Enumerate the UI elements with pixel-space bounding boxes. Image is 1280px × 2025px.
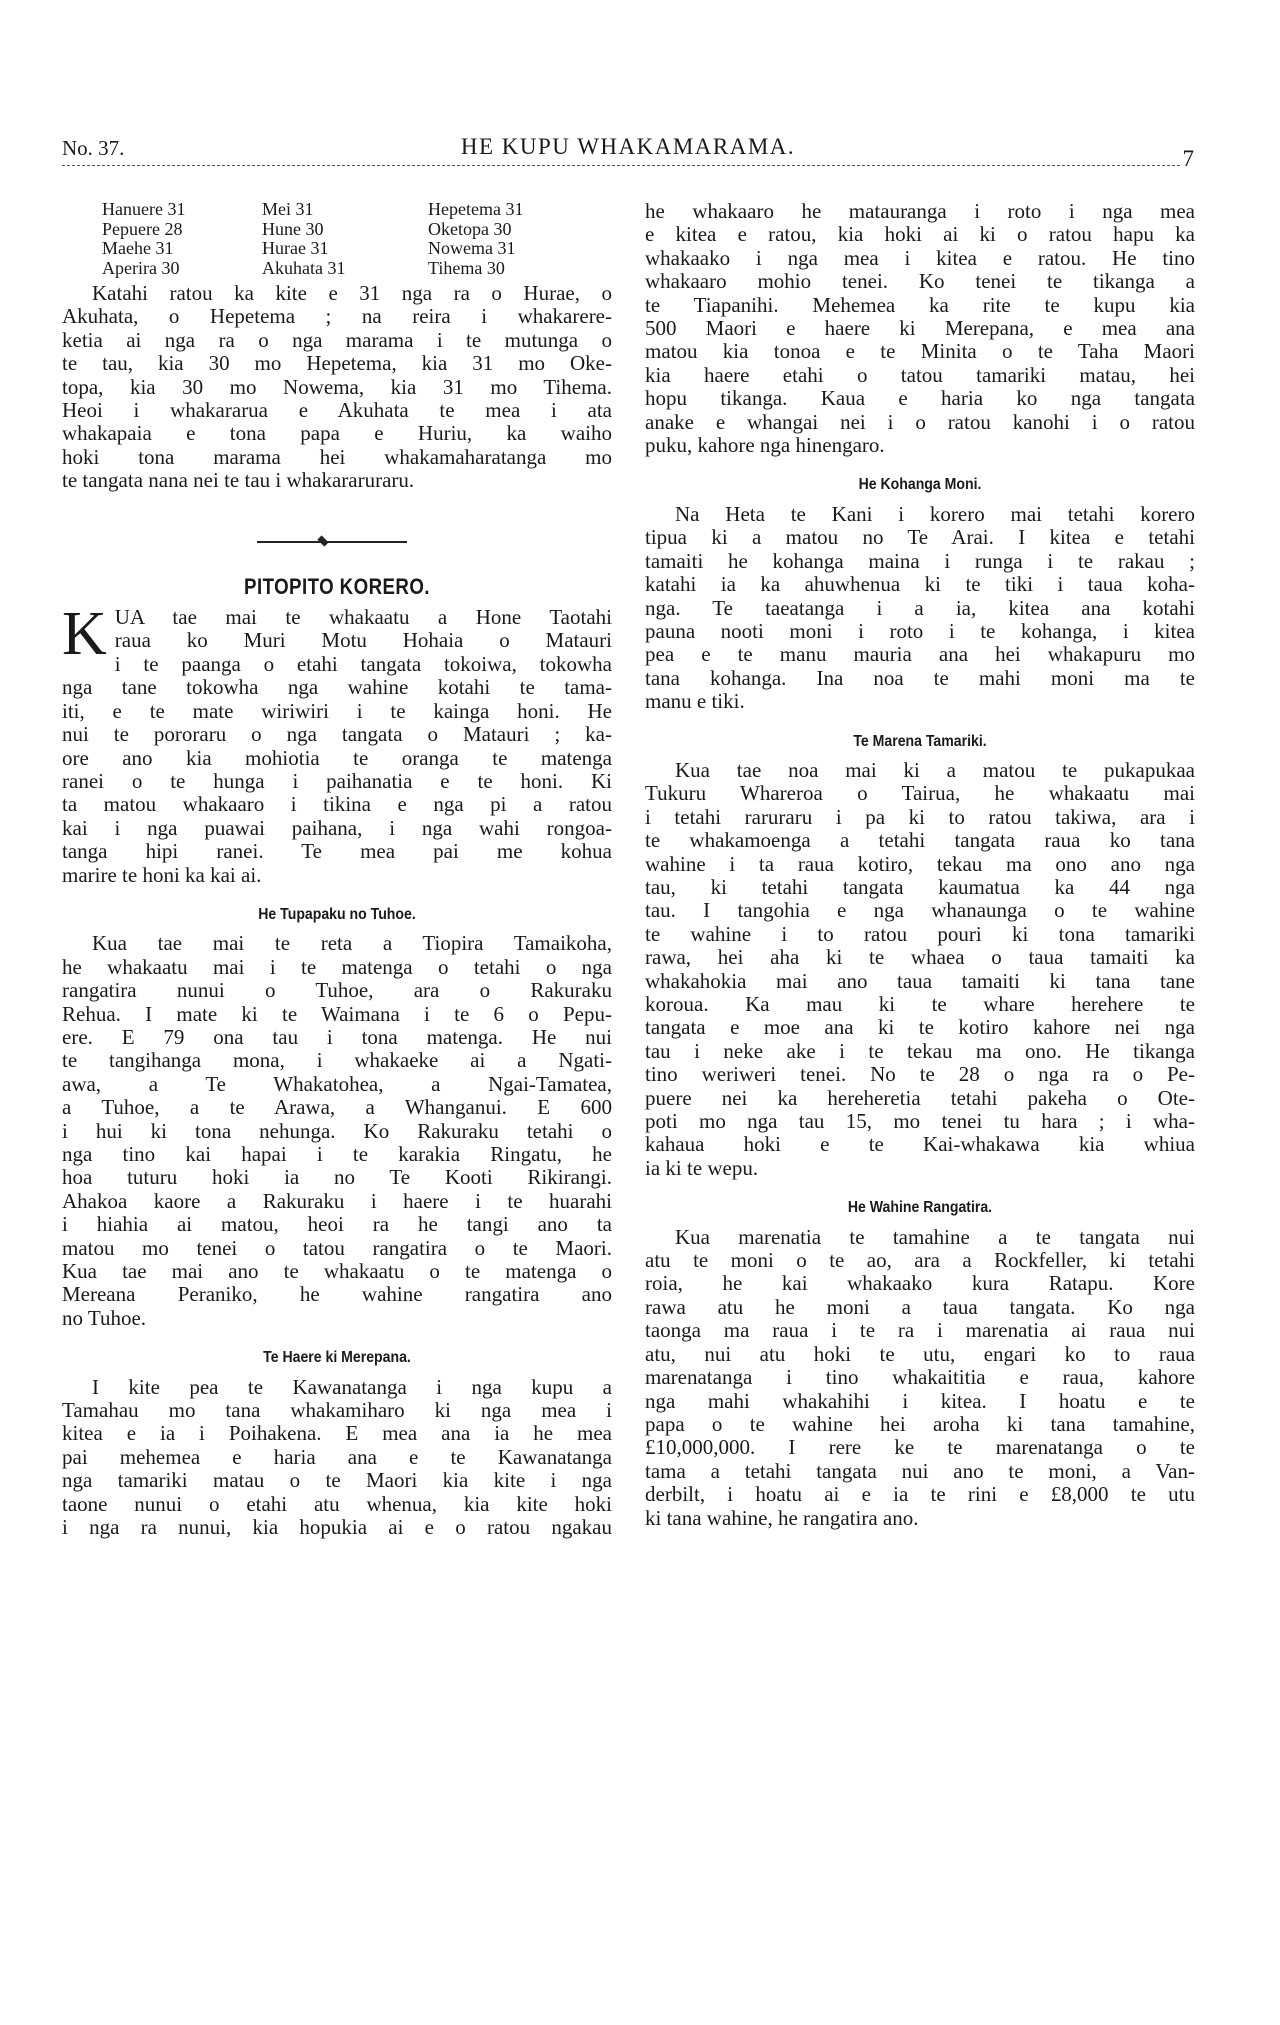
text-line: nga tino kai hapai i te karakia Ringatu, he [62, 1142, 612, 1166]
text-line: ranei o te hunga i paihanatia e te honi. Ki [62, 768, 612, 793]
right-column [645, 200, 1195, 1530]
month-days-cell: Hurae 31 [262, 238, 329, 258]
text-line: Tamahau mo tana whakamiharo ki nga mea i [62, 1398, 612, 1423]
text-line: whakaako i nga mea i kitea e ratou. He tino [645, 245, 1195, 270]
text-line: ore ano kia mohiotia te oranga te matenga [62, 745, 612, 770]
text-line: ia ki te wepu. [645, 1155, 759, 1180]
text-line: e kitea e ratou, kia hoki ai ki o ratou hapu ka [645, 222, 1195, 247]
left-column [62, 200, 612, 1540]
text-line: kia haere etahi o tatou tamariki matau, hei [645, 362, 1195, 387]
text-line: kai i nga puawai paihana, i nga wahi rongoa- [62, 815, 612, 840]
text-line: 500 Maori e haere ki Merepana, e mea ana [645, 316, 1195, 341]
text-line: wahine i ta raua kotiro, tekau ma ono ano nga [645, 851, 1195, 876]
text-line: rawa atu he moni a taua tangata. Ko nga [645, 1294, 1195, 1319]
divider-diamond-icon [317, 535, 328, 546]
text-line: Rehua. I mate ki te Waimana i te 6 o Pepu- [62, 1001, 612, 1026]
text-line: Akuhata, o Hepetema ; na reira i whakarere- [62, 304, 612, 329]
text-line: koroua. Ka mau ki te whare herehere te [645, 992, 1195, 1016]
text-line: tana kohanga. Ina noa te mahi moni ma te [645, 665, 1195, 690]
heading-marena: Te Marena Tamariki. [853, 732, 987, 750]
text-line: kahaua hoki e te Kai-whakawa kia whiua [645, 1132, 1195, 1157]
month-days-cell: Oketopa 30 [428, 218, 512, 239]
text-line: £10,000,000. I rere ke te marenatanga o te [645, 1435, 1195, 1460]
text-line: Katahi ratou ka kite e 31 nga ra o Hurae, o [92, 281, 612, 305]
text-line: marenatanga i tino whakaititia e raua, kahore [645, 1365, 1195, 1390]
text-line: Kua tae noa mai ki a matou te pukapukaa [675, 757, 1195, 782]
text-line: raua ko Muri Motu Hohaia o Matauri [114, 628, 612, 653]
text-line: rawa, hei aha ki te whaea o taua tamaiti ka [645, 945, 1195, 970]
text-line: Kua tae mai ano te whakaatu o te matenga o [62, 1259, 612, 1284]
text-line: whakaaro mohio tenei. Ko tenei te tikanga a [645, 269, 1195, 294]
text-line: puku, kahore nga hinengaro. [645, 433, 885, 458]
text-line: ta matou whakaaro i tikina e nga pi a ratou [62, 792, 612, 817]
heading-kohanga: He Kohanga Moni. [858, 476, 982, 494]
text-line: katahi ia ka ahuwhenua ki te tiki i taua koha- [645, 572, 1195, 597]
text-line: matou kia tonoa e te Minita o te Taha Maori [645, 339, 1195, 364]
text-line: tangata e moe ana ki te kotiro kahore nei nga [645, 1015, 1195, 1040]
text-line: atu, nui atu hoki te utu, engari ko to raua [645, 1341, 1195, 1366]
text-line: atu te moni o te ao, ara a Rockfeller, ki tetahi [645, 1248, 1195, 1273]
text-line: taonga ma raua i te ra i marenatia ai raua nui [645, 1318, 1195, 1343]
text-line: i te paanga o etahi tangata tokoiwa, tokowha [114, 651, 612, 676]
heading-wahine: He Wahine Rangatira. [847, 1199, 993, 1217]
month-days-cell: Nowema 31 [428, 238, 516, 258]
text-line: he whakaatu mai i te matenga o tetahi o nga [62, 954, 612, 979]
month-days-cell: Hanuere 31 [102, 199, 186, 219]
article-continuation [645, 200, 1195, 457]
article-kohanga [645, 503, 1195, 714]
article-tupapaku [62, 932, 612, 1330]
text-line: I kite pea te Kawanatanga i nga kupu a [92, 1374, 612, 1399]
heading-tupapaku: He Tupapaku no Tuhoe. [258, 905, 416, 923]
text-line: nga tamariki matau o te Maori kia kite i nga [62, 1468, 612, 1493]
section-title: PITOPITO KORERO. [244, 573, 430, 599]
article-wahine [645, 1226, 1195, 1530]
text-line: ki tana wahine, he rangatira ano. [645, 1505, 919, 1530]
text-line: te Tiapanihi. Mehemea ka rite te kupu kia [645, 292, 1195, 317]
text-line: awa, a Te Whakatohea, a Ngai-Tamatea, [62, 1071, 612, 1096]
text-line: te tau, kia 30 mo Hepetema, kia 31 mo Oke- [62, 351, 612, 376]
text-line: papa o te wahine hei aroha ki tana tamahine, [645, 1411, 1195, 1436]
text-line: Mereana Peraniko, he wahine rangatira ano [62, 1282, 612, 1307]
text-line: roia, he kai whakaako kura Ratapu. Kore [645, 1271, 1195, 1296]
text-line: te tangata nana nei te tau i whakararuraru. [62, 468, 415, 493]
text-line: a Tuhoe, a te Arawa, a Whanganui. E 600 [62, 1095, 612, 1120]
text-line: pai mehemea e haria ana e te Kawanatanga [62, 1444, 612, 1469]
month-days-cell: Hune 30 [262, 218, 324, 239]
text-line: i tetahi raruraru i pa ki to ratou takiwa, ara i [645, 804, 1195, 829]
month-days-cell: Akuhata 31 [262, 257, 346, 278]
text-line: nga. Te taeatanga i a ia, kitea ana kotahi [645, 595, 1195, 620]
text-line: tipua ki a matou no Te Arai. I kitea e tetahi [645, 525, 1195, 550]
running-title: HE KUPU WHAKAMARAMA. [460, 134, 796, 159]
text-line: hoa tuturu hoki ia no Te Kooti Rikirangi. [62, 1165, 612, 1190]
text-line: puere nei ka hereheretia tetahi pakeha o Ote- [645, 1085, 1195, 1110]
text-line: te tangihanga mona, i whakaeke ai a Ngati- [62, 1048, 612, 1073]
calendar-paragraph [62, 282, 612, 493]
article-marena [645, 759, 1195, 1180]
month-days-cell: Maehe 31 [102, 238, 174, 258]
text-line: whakapaia e tona papa e Huriu, ka waiho [62, 421, 612, 446]
text-line: nga mahi whakahihi i kitea. I hoatu e te [645, 1388, 1195, 1413]
text-line: taone nunui o etahi atu whenua, kia kite hoki [62, 1491, 612, 1516]
text-line: manu e tiki. [645, 689, 745, 714]
news-paragraph [62, 600, 612, 887]
month-days-cell: Pepuere 28 [102, 218, 183, 239]
month-days-cell: Aperira 30 [102, 257, 180, 278]
text-line: i hui ki tona nehunga. Ko Rakuraku tetahi o [62, 1118, 612, 1143]
text-line: tamaiti he kohanga maina i runga i te rakau ; [645, 548, 1195, 573]
text-line: derbilt, i hoatu ai e ia te rini e £8,000 te utu [645, 1482, 1195, 1507]
month-days-cell: Hepetema 31 [428, 199, 524, 219]
divider-line [257, 541, 407, 543]
issue-number: No. 37. [62, 136, 125, 160]
text-line: i nga ra nunui, kia hopukia ai e o ratou ngakau [62, 1515, 612, 1540]
text-line: tama a tetahi tangata nui ano te moni, a Van- [645, 1458, 1195, 1483]
text-line: Na Heta te Kani i korero mai tetahi korero [675, 501, 1195, 526]
text-line: he whakaaro he matauranga i roto i nga mea [645, 199, 1195, 223]
text-line: marire te honi ka kai ai. [62, 862, 262, 887]
text-line: hoki tona marama hei whakamaharatanga mo [62, 444, 612, 469]
page-number: 7 [1182, 146, 1194, 171]
page-header [62, 128, 1194, 174]
text-line: poti mo nga tau 15, mo tenei tu hara ; i wha- [645, 1109, 1195, 1134]
month-days-cell: Mei 31 [262, 199, 314, 219]
text-line: te wahine i to ratou pouri ki tona tamariki [645, 921, 1195, 946]
text-line: pauna nooti moni i roto i te kohanga, i kitea [645, 618, 1195, 643]
text-line: matou mo tenei o tatou rangatira o te Maori. [62, 1235, 612, 1260]
text-line: ere. E 79 ona tau i tona matenga. He nui [62, 1024, 612, 1049]
text-line: no Tuhoe. [62, 1305, 147, 1330]
text-line: tino weriweri tenei. No te 28 o nga ra o Pe- [645, 1062, 1195, 1087]
month-days-table [102, 200, 612, 278]
text-line: anake e whangai nei i o ratou kanohi i o ratou [645, 409, 1195, 434]
text-line: Tukuru Whareroa o Tairua, he whakaatu mai [645, 781, 1195, 806]
text-line: topa, kia 30 mo Nowema, kia 31 mo Tihema. [62, 374, 612, 399]
text-line: pea e te manu mauria ana hei whakapuru mo [645, 642, 1195, 667]
text-line: iti, e te mate wiriwiri i te kainga honi. He [62, 698, 612, 723]
text-line: i hiahia ai matou, heoi ra he tangi ano ta [62, 1212, 612, 1237]
text-line: tau, ki tetahi tangata kaumatua ka 44 nga [645, 874, 1195, 899]
text-line: hopu tikanga. Kaua e haria ko nga tangata [645, 386, 1195, 411]
text-line: nga tane tokowha nga wahine kotahi te tama- [62, 675, 612, 700]
text-line: Kua tae mai te reta a Tiopira Tamaikoha, [92, 931, 612, 956]
heading-merepana: Te Haere ki Merepana. [263, 1349, 411, 1367]
month-days-cell: Tihema 30 [428, 257, 505, 278]
text-line: nui te pororaru o nga tangata o Matauri ; ka- [62, 722, 612, 747]
text-line: tau i neke ake i te tekau ma ono. He tikanga [645, 1038, 1195, 1063]
article-merepana [62, 1376, 612, 1540]
text-line: ketia ai nga ra o nga marama i te mutunga o [62, 327, 612, 352]
section-divider-ornament [62, 513, 612, 569]
text-line: tau. I tangohia e nga whanaunga o te wahine [645, 898, 1195, 923]
text-line: Heoi i whakararua e Akuhata te mea i ata [62, 398, 612, 423]
text-line: UA tae mai te whakaatu a Hone Taotahi [114, 605, 612, 630]
drop-cap: K [62, 600, 107, 669]
text-line: Kua marenatia te tamahine a te tangata nui [675, 1224, 1195, 1249]
text-line: rangatira nunui o Tuhoe, ara o Rakuraku [62, 978, 612, 1003]
header-rule [62, 165, 1180, 166]
text-line: tanga hipi ranei. Te mea pai me kohua [62, 839, 612, 864]
text-line: whakahokia mai ano taua tamaiti ki tana tane [645, 968, 1195, 993]
text-line: Ahakoa kaore a Rakuraku i haere i te huarahi [62, 1188, 612, 1213]
text-line: kitea e ia i Poihakena. E mea ana ia he mea [62, 1421, 612, 1446]
text-line: te whakamoenga a tetahi tangata raua ko tana [645, 828, 1195, 853]
